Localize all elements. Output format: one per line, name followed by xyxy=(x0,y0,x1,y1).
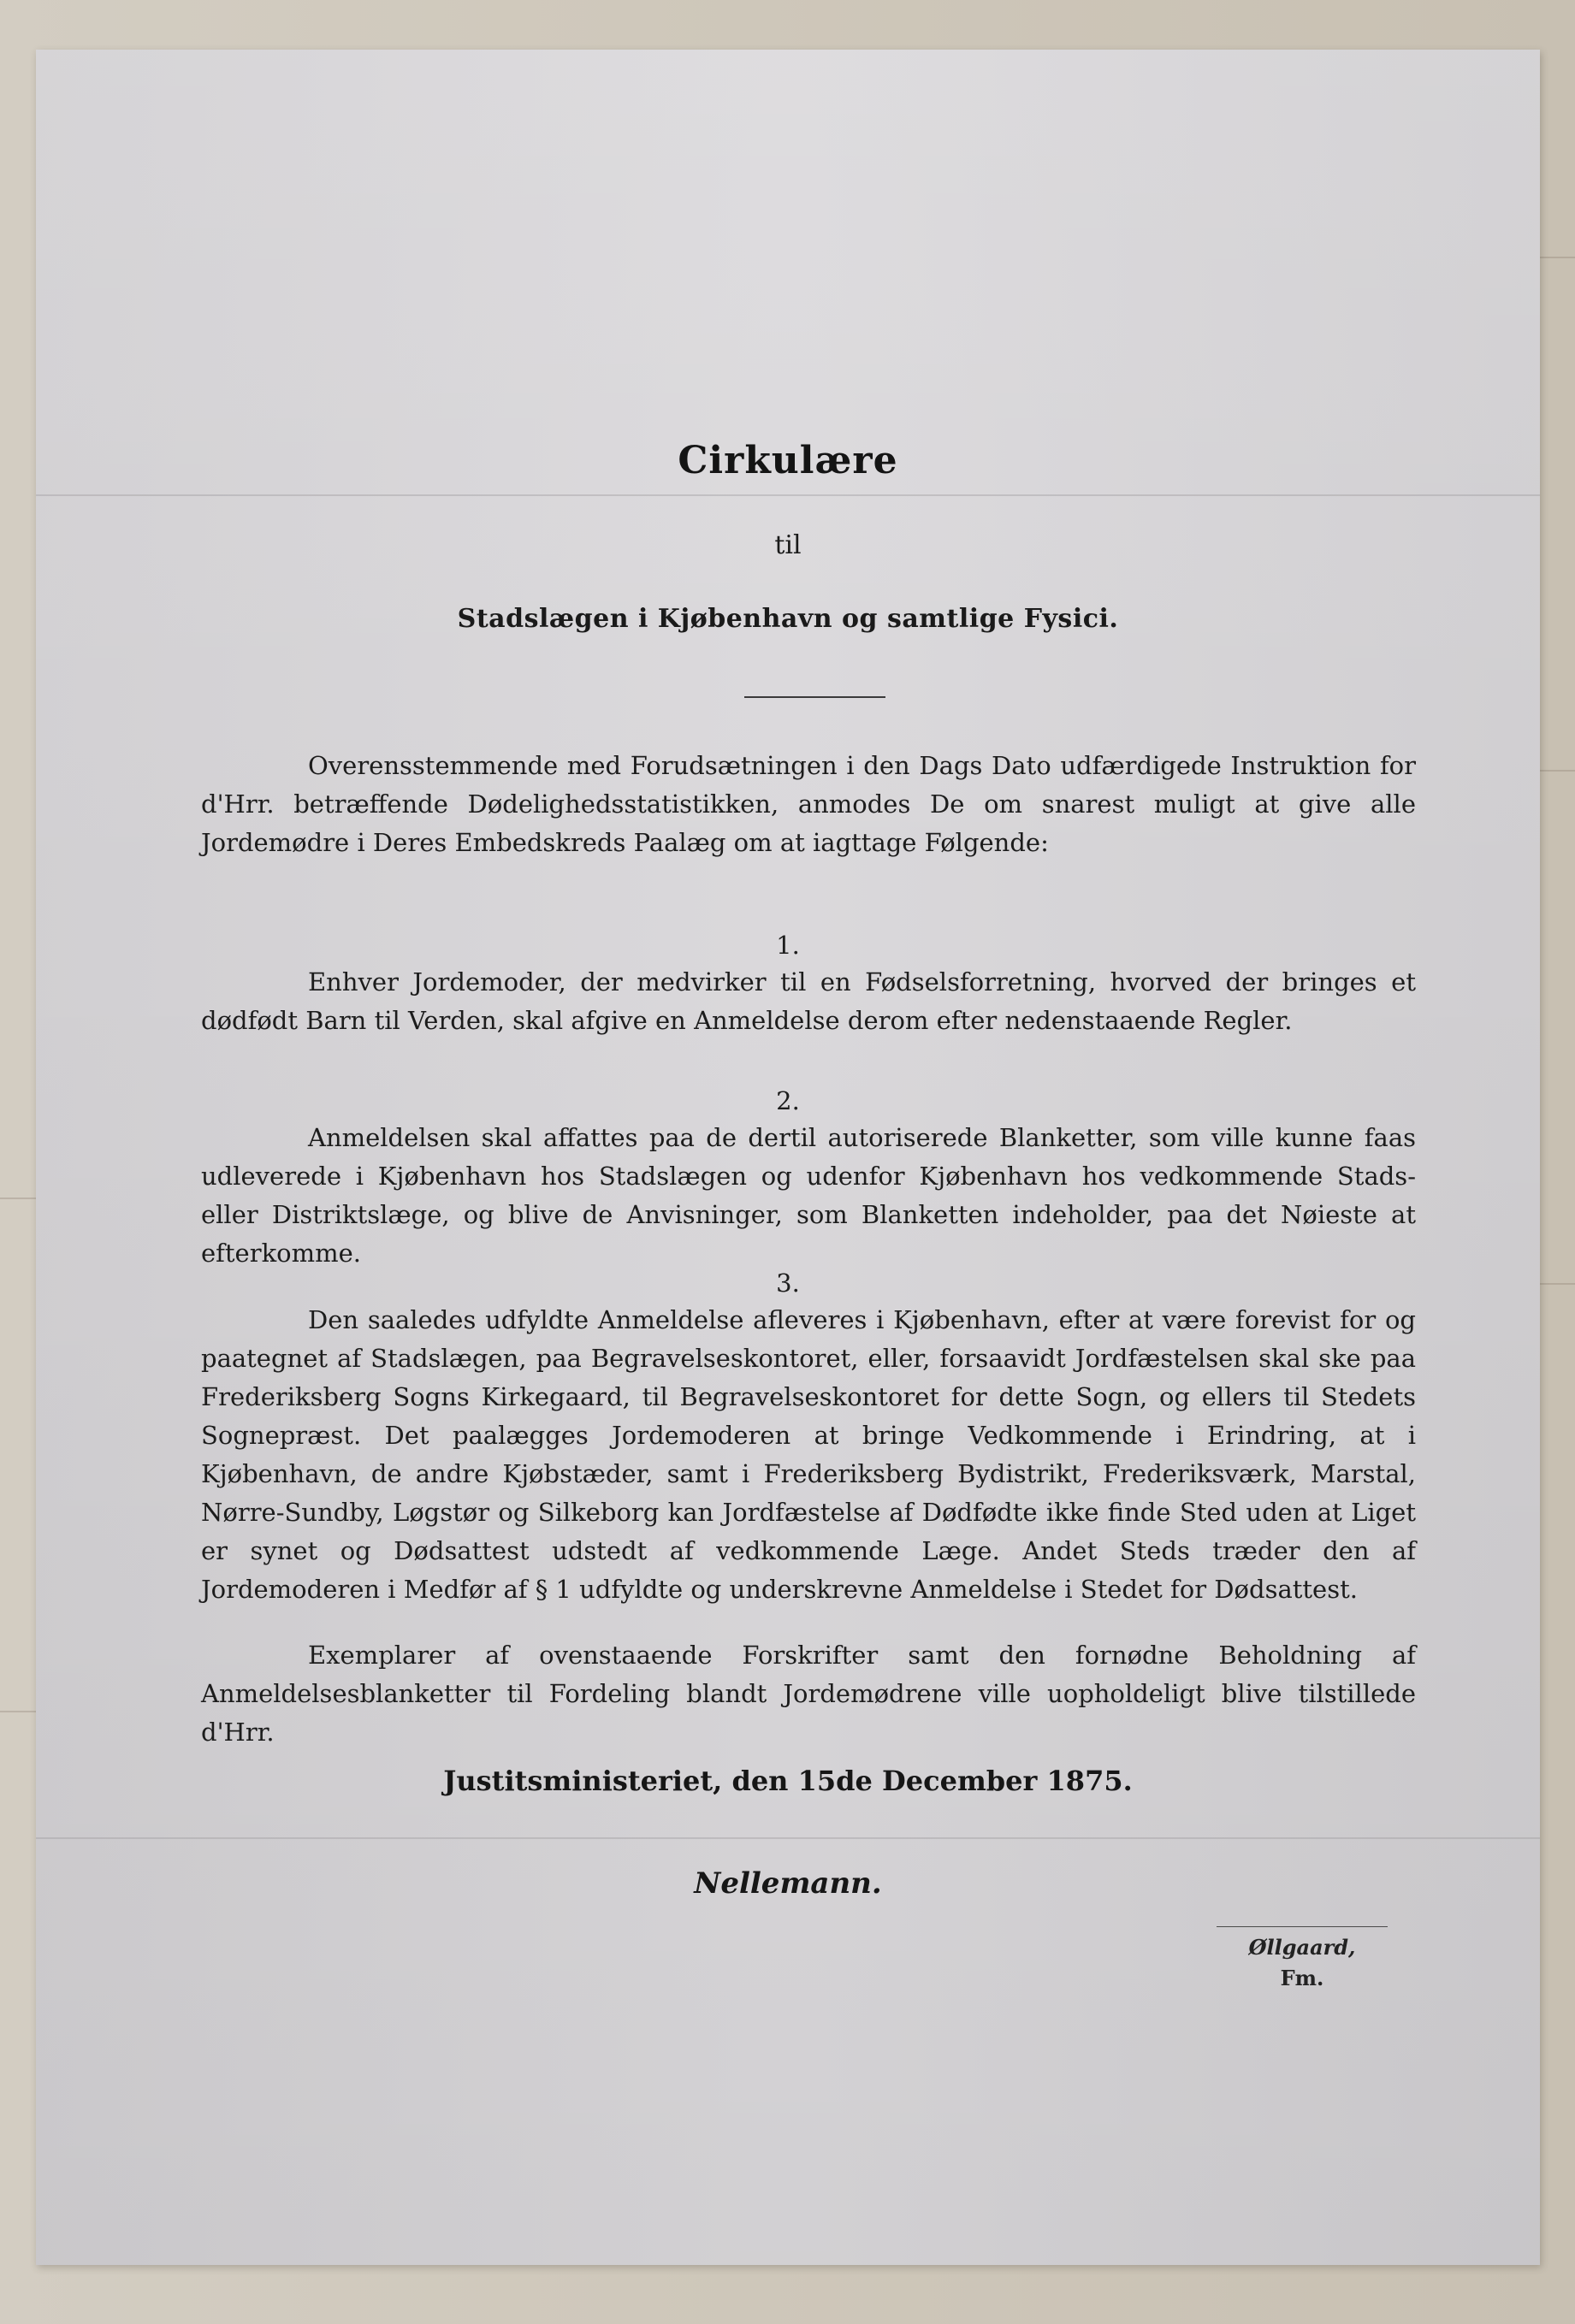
section-number: 2. xyxy=(776,1086,800,1115)
signature: Nellemann. xyxy=(694,1866,882,1901)
document-title: Cirkulære xyxy=(678,439,898,482)
closing-line: Justitsministeriet, den 15de December 1875. xyxy=(443,1765,1133,1797)
background-ink-line xyxy=(0,1197,36,1199)
section-2 xyxy=(201,1119,1416,1273)
section-paragraph: Anmeldelsen skal affattes paa de dertil autoriserede Blanketter, som ville kunne faas udleverede i Kjøbenhavn hos Stadslægen og udenfor Kjøbenhavn hos vedkommende Stads- eller Distriktslæge, og blive de Anvisninger, som Blanketten indeholder, paa det Nøieste at efterkomme. xyxy=(201,1123,1416,1268)
countersignature-name: Øllgaard, xyxy=(1248,1935,1356,1960)
background-ink-line xyxy=(0,1711,36,1712)
section-1 xyxy=(201,963,1416,1040)
background-ink-line xyxy=(1540,1283,1575,1285)
final-paragraph: Exemplarer af ovenstaaende Forskrifter samt den fornødne Beholdning af Anmeldelsesblanketter til Fordeling blandt Jordemødrene ville uopholdeligt blive tilstillede d'Hrr. xyxy=(201,1641,1416,1747)
background-ink-line xyxy=(1540,257,1575,258)
section-paragraph: Enhver Jordemoder, der medvirker til en Fødselsforretning, hvorved der bringes et dødfødt Barn til Verden, skal afgive en Anmeldelse derom efter nedenstaaende Regler. xyxy=(201,967,1416,1035)
countersignature-rule xyxy=(1217,1926,1388,1927)
section-paragraph: Den saaledes udfyldte Anmeldelse afleveres i Kjøbenhavn, efter at være forevist for og paategnet af Stadslægen, paa Begravelseskontoret, eller, forsaavidt Jordfæstelsen skal ske paa Frederiksberg Sogns Kirkegaard, til Begravelseskontoret for dette Sogn, og ellers til Stedets Sognepræst. Det paalægges Jordemoderen at bringe Vedkommende i Erindring, at i Kjøbenhavn, de andre Kjøbstæder, samt i Frederiksberg Bydistrikt, Frederiksværk, Marstal, Nørre-Sundby, Løgstør og Silkeborg kan Jordfæstelse af Dødfødte ikke finde Sted uden at Liget er synet og Dødsattest udstedt af vedkommende Læge. Andet Steds træder den af Jordemoderen i Medfør af § 1 udfyldte og underskrevne Anmeldelse i Stedet for Dødsattest. xyxy=(201,1305,1416,1604)
paper-fold xyxy=(36,494,1540,496)
intro-paragraph: Overensstemmende med Forudsætningen i den Dags Dato udfærdigede Instruktion for d'Hrr. betræffende Dødelighedsstatistikken, anmodes De om snarest muligt at give alle Jordemødre i Deres Embedskreds Paalæg om at iagttage Følgende: xyxy=(201,751,1416,857)
to-word: til xyxy=(774,530,802,560)
intro-block xyxy=(201,747,1416,862)
addressee: Stadslægen i Kjøbenhavn og samtlige Fysici. xyxy=(457,604,1119,634)
section-3 xyxy=(201,1301,1416,1609)
countersignature-title: Fm. xyxy=(1280,1966,1324,1990)
section-number: 3. xyxy=(776,1268,800,1298)
section-number: 1. xyxy=(776,931,800,960)
background-ink-line xyxy=(1540,770,1575,772)
final-block xyxy=(201,1636,1416,1752)
paper-fold xyxy=(36,1837,1540,1839)
divider-rule xyxy=(744,696,885,698)
document-sheet xyxy=(36,50,1540,2265)
